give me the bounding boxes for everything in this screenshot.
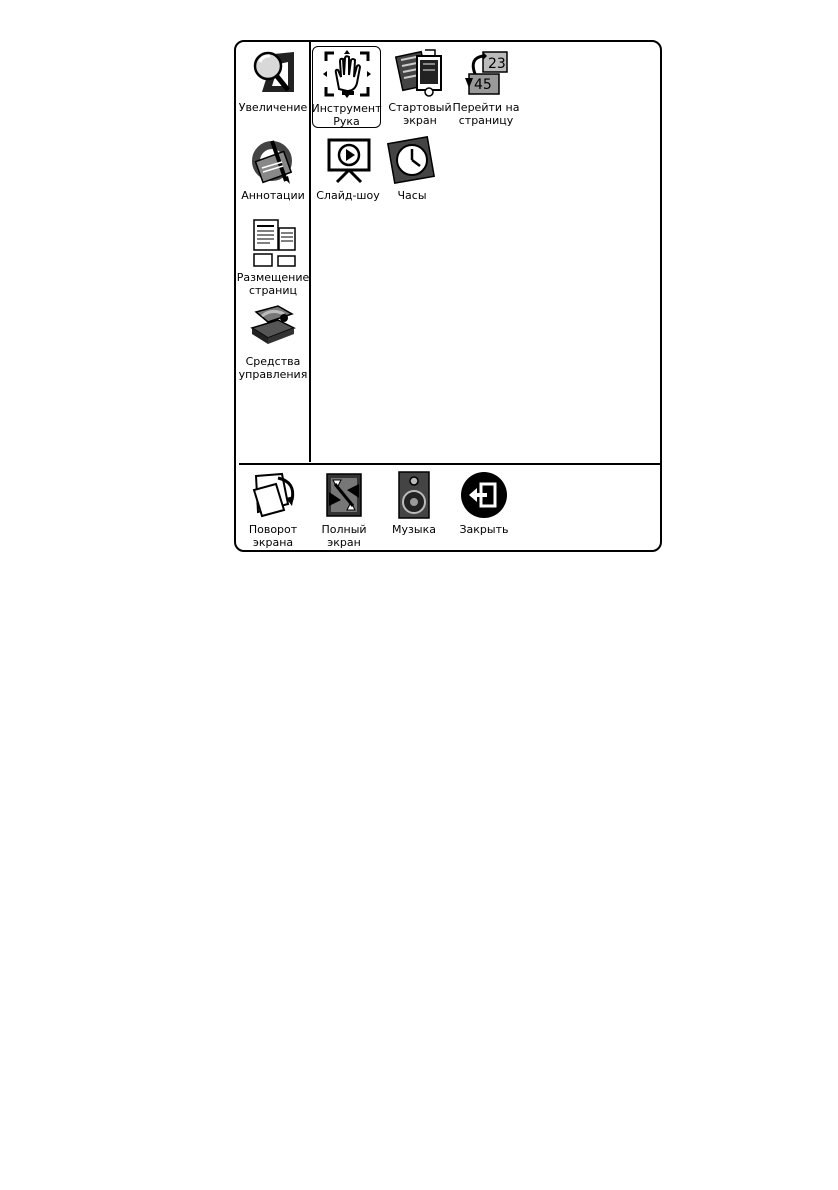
- sidebar-item-label: Средства управления: [238, 355, 308, 381]
- menu-item-slideshow[interactable]: [312, 136, 384, 202]
- menu-item-label: Перейти на страницу: [452, 101, 520, 127]
- slideshow-icon: [322, 136, 374, 186]
- bottom-item-label: Поворот экрана: [248, 523, 298, 549]
- menu-item-go-to-page[interactable]: [450, 48, 522, 127]
- clock-icon: [386, 136, 438, 186]
- hand-tool-icon: [321, 49, 373, 99]
- page-layout-icon: [247, 218, 299, 268]
- menu-item-label: Стартовый экран: [388, 101, 452, 127]
- menu-item-label: Часы: [397, 189, 427, 202]
- sidebar-item-zoom[interactable]: [237, 48, 309, 114]
- bottom-item-rotate-screen[interactable]: [237, 470, 309, 549]
- menu-item-label: Слайд-шоу: [316, 189, 380, 202]
- bottom-item-label: Музыка: [392, 523, 436, 536]
- sidebar-item-page-layout[interactable]: [237, 218, 309, 297]
- menu-item-start-screen[interactable]: [384, 48, 456, 127]
- sidebar-item-label: Увеличение: [238, 101, 308, 114]
- close-icon: [458, 470, 510, 520]
- bottom-item-label: Полный экран: [321, 523, 367, 549]
- svg-text:45: 45: [474, 77, 492, 93]
- fullscreen-icon: [318, 470, 370, 520]
- sidebar-item-annotations[interactable]: [237, 136, 309, 202]
- sidebar-item-label: Размещение страниц: [236, 271, 310, 297]
- rotate-screen-icon: [247, 470, 299, 520]
- bottom-item-close[interactable]: [448, 470, 520, 536]
- sidebar-item-label: Аннотации: [241, 189, 305, 202]
- menu-panel: [234, 40, 662, 552]
- menu-item-label: Инструмент Рука: [311, 102, 382, 128]
- start-screen-icon: [394, 48, 446, 98]
- controls-icon: [247, 302, 299, 352]
- music-icon: [388, 470, 440, 520]
- go-to-page-icon: [460, 48, 512, 98]
- svg-text:23: 23: [488, 56, 506, 72]
- bottom-item-fullscreen[interactable]: [308, 470, 380, 549]
- bottom-item-music[interactable]: [378, 470, 450, 536]
- menu-item-clock[interactable]: [376, 136, 448, 202]
- menu-item-hand-tool[interactable]: [312, 46, 381, 128]
- bottom-item-label: Закрыть: [459, 523, 509, 536]
- bottom-divider: [239, 463, 660, 465]
- zoom-icon: [247, 48, 299, 98]
- annotations-icon: [247, 136, 299, 186]
- sidebar-item-controls[interactable]: [237, 302, 309, 381]
